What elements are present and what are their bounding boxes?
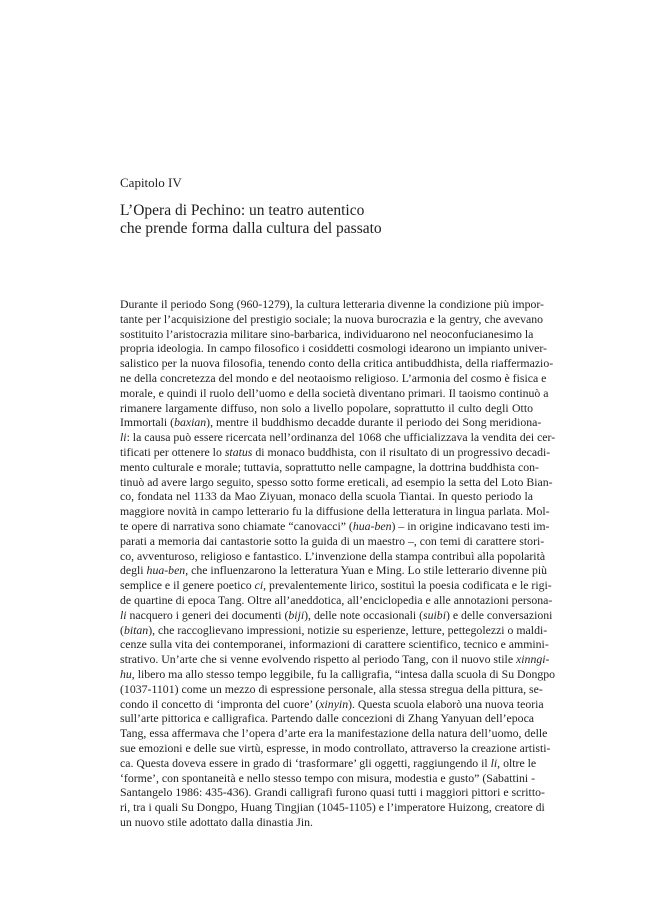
- chapter-title: [120, 202, 540, 238]
- body-line: sue emozioni e delle sue virtù, espresse, in modo controllato, attraverso la creazione artisti-: [120, 740, 551, 755]
- body-line: co, fondata nel 1133 da Mao Ziyuan, monaco della scuola Tiantai. In questo periodo la: [120, 489, 533, 504]
- body-line: salistico per la nuova filosofia, tenendo conto della critica antibuddhista, della riaffermazio-: [120, 356, 554, 371]
- body-line: (bitan), che raccoglievano impressioni, notizie su esperienze, letture, pettegolezzi o maldi-: [120, 622, 548, 637]
- body-line: (1037-1101) come un mezzo di espressione personale, alla stessa stregua della pittura, se-: [120, 681, 543, 696]
- body-line: li: la causa può essere ricercata nell’ordinanza del 1068 che ufficializzava la vendita dei cer-: [120, 430, 556, 445]
- body-line: condo il concetto di ‘impronta del cuore’ (xinyin). Questa scuola elaborò una nuova teoria: [120, 696, 544, 711]
- body-line: propria ideologia. In campo filosofico i cosiddetti cosmologi idearono un impianto univer-: [120, 341, 547, 356]
- body-line: ‘forme’, con spontaneità e nello stesso tempo con misura, modestia e gusto” (Sabattini -: [120, 770, 536, 785]
- body-line: maggiore novità in campo letterario fu la diffusione della letteratura in lingua parlata. Mol-: [120, 504, 550, 519]
- body-line: morale, e quindi il ruolo dell’uomo e della società diventano primari. Il taoismo continuò a: [120, 385, 549, 400]
- body-line: rimanere largamente diffuso, non solo a livello popolare, soprattutto il culto degli Otto: [120, 400, 533, 415]
- body-line: li nacquero i generi dei documenti (biji), delle note occasionali (suibi) e delle conversazioni: [120, 607, 553, 622]
- body-line: un nuovo stile adottato dalla dinastia Jin.: [120, 814, 313, 829]
- body-line: hu, libero ma allo stesso tempo leggibile, fu la calligrafia, “intesa dalla scuola di Su Dongpo: [120, 666, 556, 681]
- body-line: tificati per ottenere lo status di monaco buddhista, con il risultato di un progressivo decadi-: [120, 444, 551, 459]
- body-line: de quartine di epoca Tang. Oltre all’aneddotica, all’enciclopedia e alle annotazioni persona-: [120, 592, 553, 607]
- body-line: sull’arte pittorica e calligrafica. Partendo dalle concezioni di Zhang Yanyuan dell’epoca: [120, 711, 535, 726]
- body-line: Durante il periodo Song (960-1279), la cultura letteraria divenne la condizione più impor-: [120, 297, 544, 311]
- body-line: mento culturale e morale; tuttavia, soprattutto nelle campagne, la dottrina buddhista con-: [120, 459, 539, 474]
- body-line: Immortali (baxian), mentre il buddhismo decadde durante il periodo dei Song meridiona-: [120, 415, 542, 430]
- body-line: tinuò ad avere largo seguito, spesso sotto forme ereticali, ad esempio la setta del Loto Bian-: [120, 474, 553, 489]
- body-line: strativo. Un’arte che si venne evolvendo rispetto al periodo Tang, con il nuovo stile xinngi-: [120, 652, 550, 667]
- body-line: Santangelo 1986: 435-436). Grandi calligrafi furono quasi tutti i maggiori pittori e scritto-: [120, 785, 545, 800]
- body-line: ca. Questa doveva essere in grado di ‘trasformare’ gli oggetti, raggiungendo il li, oltre le: [120, 755, 537, 770]
- body-line: parati a memoria dai cantastorie sotto la guida di un maestro –, con temi di carattere stori-: [120, 533, 545, 548]
- body-line: Tang, essa affermava che l’opera d’arte era la manifestazione della natura dell’uomo, delle: [120, 726, 548, 741]
- body-paragraph: [120, 297, 556, 830]
- body-line: cenze sulla vita dei contemporanei, informazioni di carattere scientifico, tecnico e ammini-: [120, 637, 549, 652]
- body-line: tante per l’acquisizione del prestigio sociale; la nuova burocrazia e la gentry, che avevano: [120, 311, 544, 326]
- body-line: te opere di narrativa sono chiamate “canovacci” (hua-ben) – in origine indicavano testi im-: [120, 518, 550, 533]
- body-line: co, avventuroso, religioso e fantastico. L’invenzione della stampa contribuì alla popolarità: [120, 548, 546, 563]
- chapter-title-line: L’Opera di Pechino: un teatro autentico: [120, 202, 365, 219]
- chapter-title-line: che prende forma dalla cultura del passato: [120, 220, 382, 237]
- body-line: degli hua-ben, che influenzarono la letteratura Yuan e Ming. Lo stile letterario divenne più: [120, 563, 548, 578]
- body-line: ne della concretezza del mondo e del neotaoismo religioso. L’armonia del cosmo è fisica e: [120, 370, 547, 385]
- body-line: semplice e il genere poetico ci, prevalentemente lirico, sostituì la poesia codificata e le rigi-: [120, 578, 552, 593]
- body-line: ri, tra i quali Su Dongpo, Huang Tingjian (1045-1105) e l’imperatore Huizong, creatore di: [120, 800, 545, 815]
- chapter-label: Capitolo IV: [120, 175, 182, 190]
- body-line: sostituito l’aristocrazia militare sino-barbarica, individuarono nel neoconfucianesimo la: [120, 326, 534, 341]
